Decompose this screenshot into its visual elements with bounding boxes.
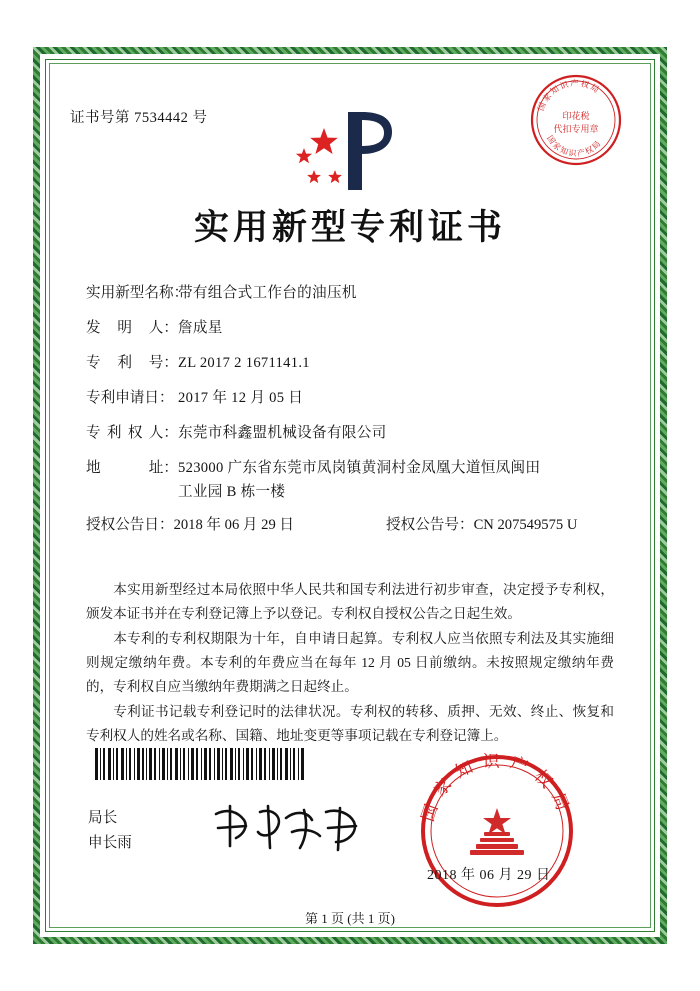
field-label-char: 发	[86, 320, 101, 337]
field-label-char: 专	[86, 425, 101, 442]
address-line-2: 工业园 B 栋一楼	[178, 483, 286, 500]
paragraph-3: 专利证书记载专利登记时的法律状况。专利权的转移、质押、无效、终止、恢复和专利权人的姓名或名称、国籍、地址变更等事项记载在专利登记簿上。	[86, 704, 614, 743]
field-label-char: 明	[117, 320, 132, 337]
field-label-char: 专	[86, 355, 101, 372]
grant-date-label: 授权公告日：	[86, 517, 174, 534]
svg-text:国家知识产权局: 国家知识产权局	[536, 78, 602, 113]
svg-text:国家知识产权局: 国家知识产权局	[418, 752, 576, 824]
field-label-char: 人：	[148, 425, 178, 442]
grant-date-value: 2018 年 06 月 29 日	[173, 517, 294, 534]
field-label-char: 利	[117, 355, 132, 372]
paragraph-2: 本专利的专利权期限为十年，自申请日起算。专利权人应当依照专利法及其实施细则规定缴纳年费。本专利的年费应当在每年 12 月 05 日前缴纳。未按照规定缴纳年费的，专利权自应当缴纳年费期满之日起终止。	[86, 631, 614, 694]
director-title-label: 局长	[88, 810, 118, 826]
field-value: 詹成星	[178, 320, 223, 337]
field-label	[86, 426, 178, 441]
field-value: 带有组合式工作台的油压机	[178, 285, 357, 301]
field-row-patentee	[86, 426, 626, 441]
field-label-char: 号：	[148, 355, 178, 372]
svg-text:印花税: 印花税	[562, 111, 590, 121]
document-title: 实用新型专利证书	[193, 208, 506, 247]
handwritten-signature	[208, 798, 368, 858]
field-row-grant-announcement	[86, 518, 626, 533]
field-value: ZL 2017 2 1671141.1	[178, 355, 310, 372]
page-footer: 第 1 页 (共 1 页)	[305, 911, 395, 926]
director-name: 申长雨	[88, 835, 132, 851]
grant-number-label: 授权公告号：	[386, 517, 474, 534]
field-label-char: 权	[127, 425, 143, 442]
field-label-char: 址：	[148, 460, 178, 477]
legal-body-text	[86, 578, 614, 749]
field-row-patent-number	[86, 356, 626, 371]
svg-text:代扣专用章: 代扣专用章	[553, 124, 599, 134]
svg-text:国家知识产权局: 国家知识产权局	[545, 133, 604, 159]
field-label-char: 利	[106, 425, 122, 442]
grant-number-value: CN 207549575 U	[473, 517, 578, 534]
field-value: 523000 广东省东莞市凤岗镇黄洞村金凤凰大道恒凤闽田	[178, 460, 541, 477]
signature-block	[88, 806, 132, 856]
paragraph-1: 本实用新型经过本局依照中华人民共和国专利法进行初步审查，决定授予专利权，颁发本证书并在专利登记簿上予以登记。专利权自授权公告之日起生效。	[86, 582, 614, 621]
official-red-seal	[418, 752, 576, 910]
field-label-char: 人：	[148, 320, 178, 337]
seal-date: 2018 年 06 月 29 日	[427, 868, 551, 883]
field-label-char: 地	[86, 460, 101, 477]
field-label: 实用新型名称：	[86, 285, 189, 301]
grant-number-group	[386, 518, 626, 533]
field-label	[86, 321, 178, 336]
field-row-inventor	[86, 321, 626, 336]
field-row-utility-model-name	[86, 286, 626, 301]
field-label: 专利申请日：	[86, 390, 174, 407]
grant-date-group	[86, 518, 386, 533]
barcode	[95, 748, 305, 780]
stamp-duty-seal	[528, 72, 624, 168]
field-list	[86, 286, 626, 547]
field-label	[86, 461, 178, 476]
field-row-application-date	[86, 391, 626, 406]
patent-office-logo-icon	[288, 108, 408, 194]
field-value: 2017 年 12 月 05 日	[178, 390, 304, 407]
certificate-number: 证书号第 7534442 号	[70, 110, 208, 126]
field-row-address	[86, 461, 626, 476]
field-label	[86, 356, 178, 371]
field-value: 东莞市科鑫盟机械设备有限公司	[178, 425, 387, 442]
